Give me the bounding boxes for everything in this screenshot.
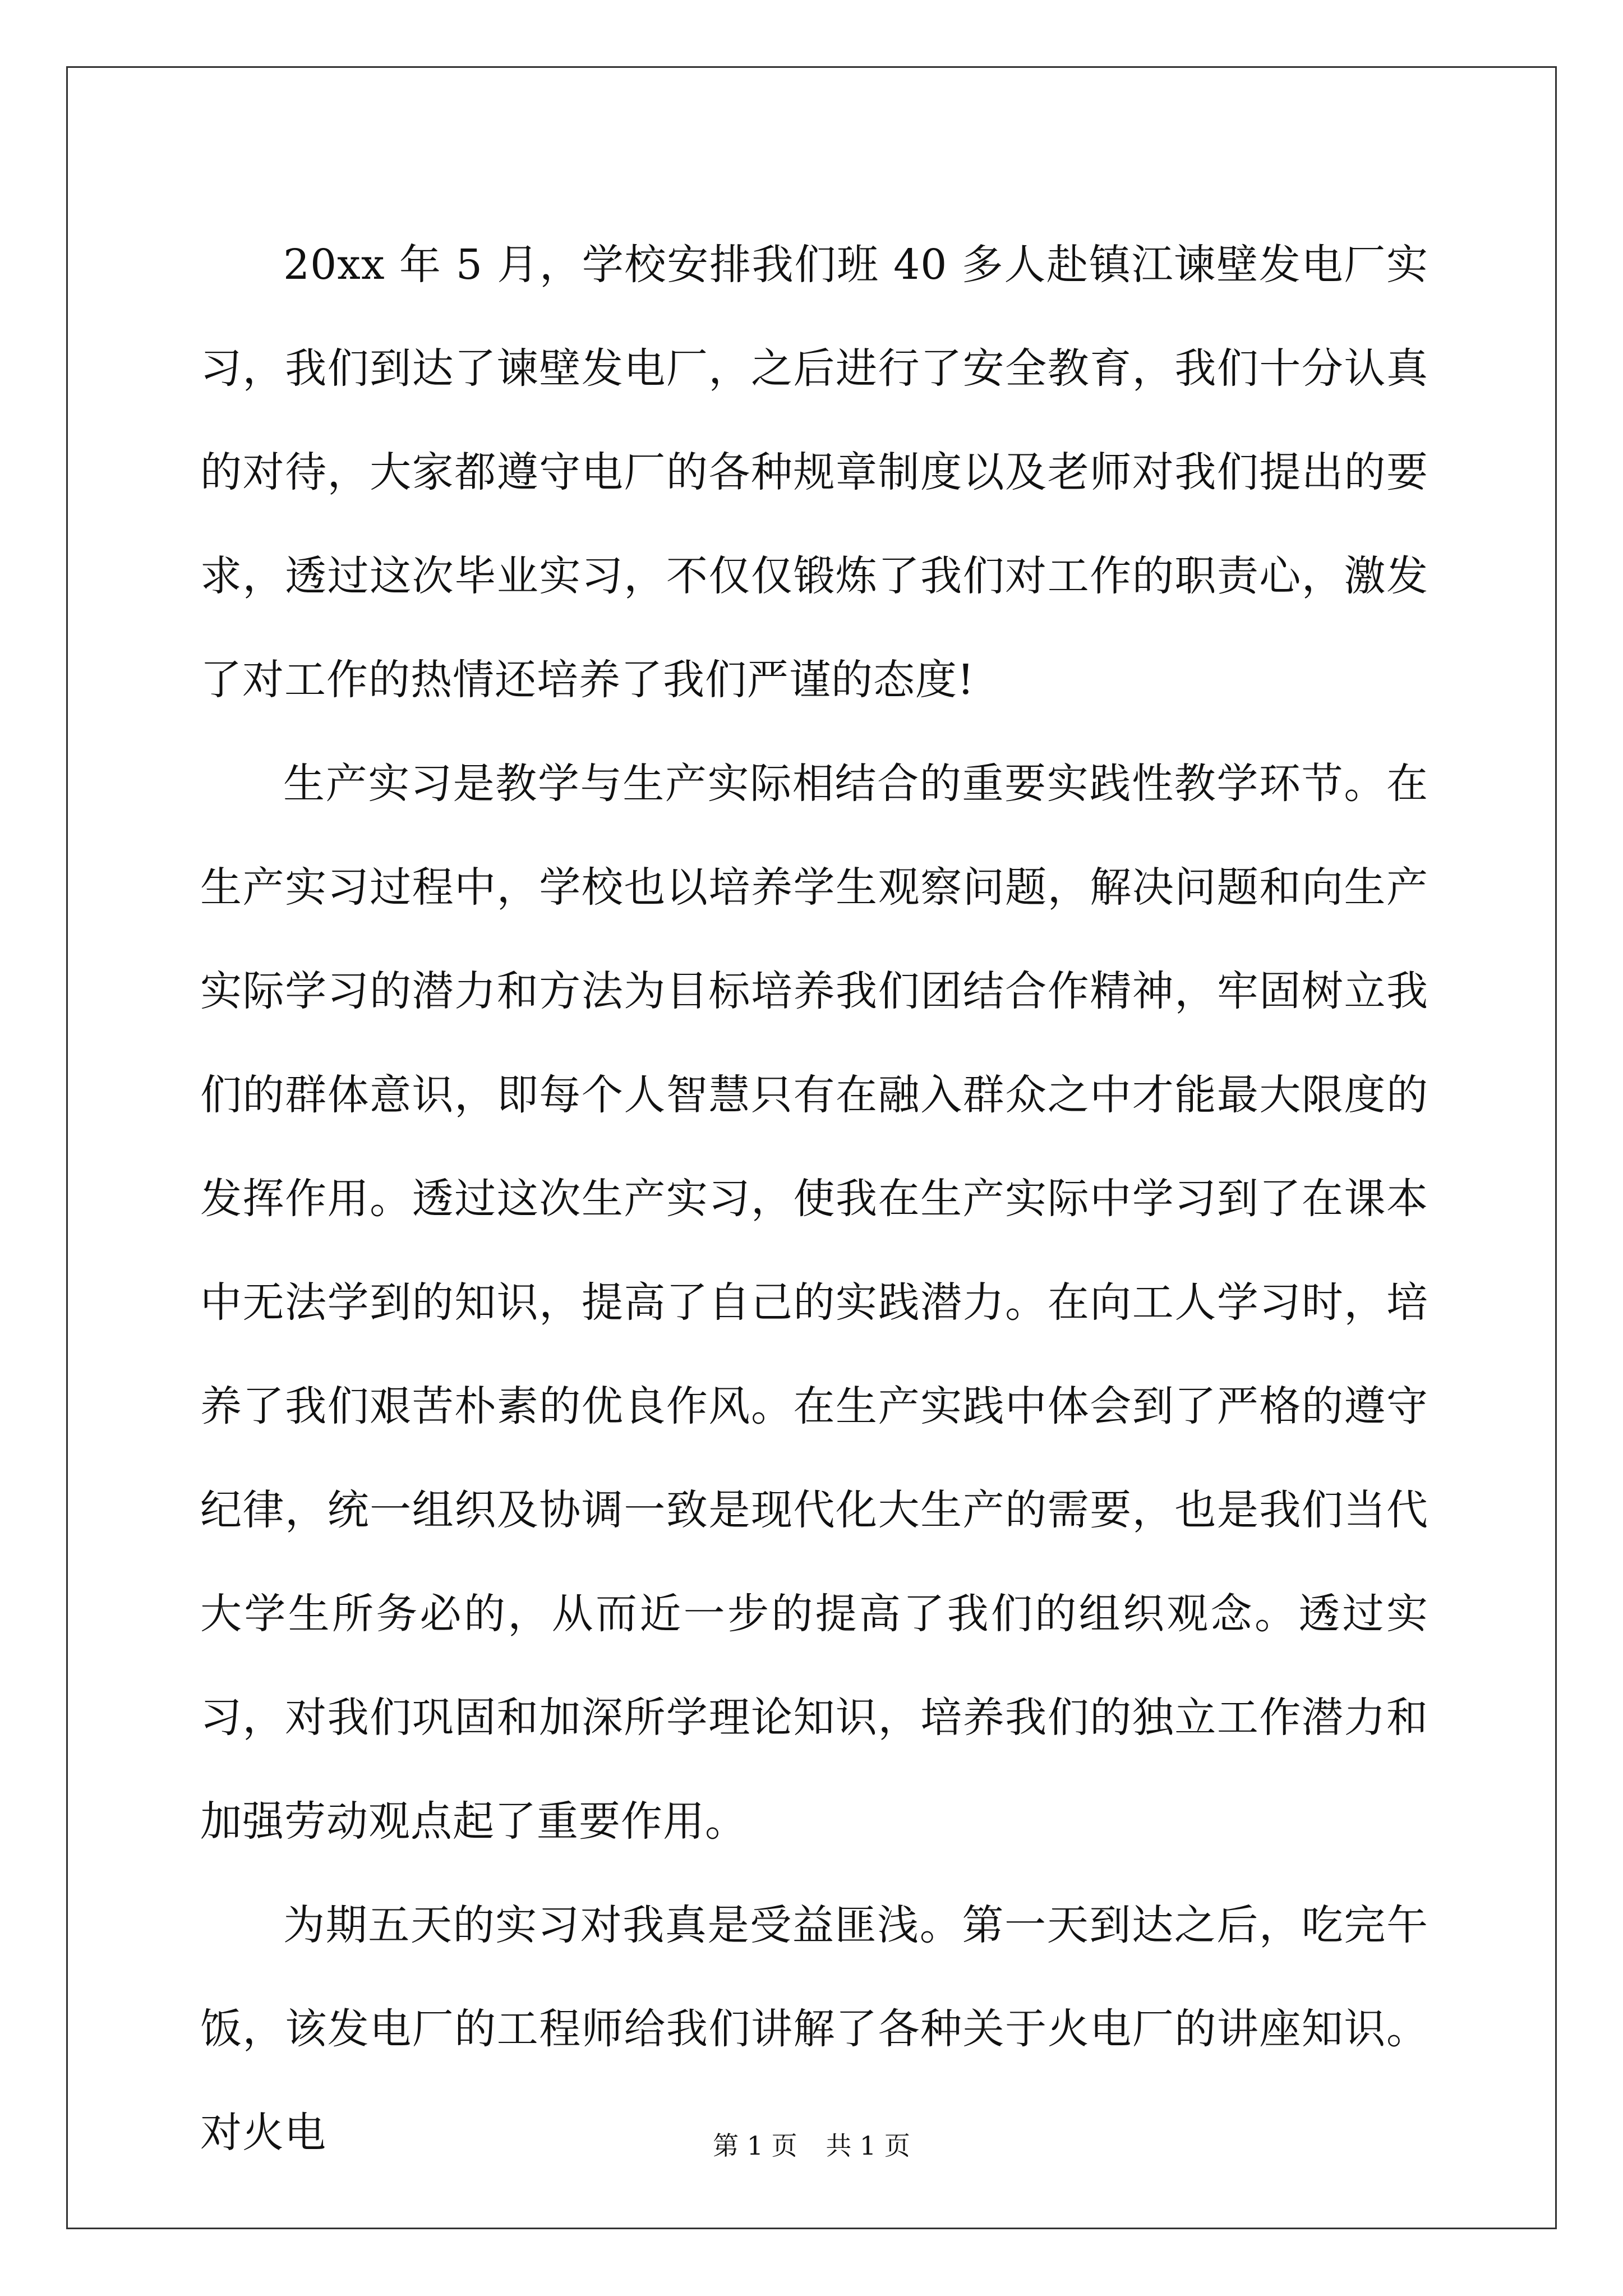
paragraph-2: 生产实习是教学与生产实际相结合的重要实践性教学环节。在生产实习过程中，学校也以培养学生观察问题，解决问题和向生产实际学习的潜力和方法为目标培养我们团结合作精神，牢固树立我们的群体意识，即每个人智慧只有在融入群众之中才能最大限度的发挥作用。透过这次生产实习，使我在生产实际中学习到了在课本中无法学到的知识，提高了自己的实践潜力。在向工人学习时，培养了我们艰苦朴素的优良作风。在生产实践中体会到了严格的遵守纪律，统一组织及协调一致是现代化大生产的需要，也是我们当代大学生所务必的，从而近一步的提高了我们的组织观念。透过实习，对我们巩固和加深所学理论知识，培养我们的独立工作潜力和加强劳动观点起了重要作用。 — [200, 760, 1428, 1846]
paragraph-3: 为期五天的实习对我真是受益匪浅。第一天到达之后，吃完午饭，该发电厂的工程师给我们讲解了各种关于火电厂的讲座知识。对火电 — [200, 1901, 1428, 2157]
page-footer — [0, 2129, 1623, 2162]
page-number: 第 1 页 — [713, 2131, 797, 2161]
paragraph-1: 20xx 年 5 月，学校安排我们班 40 多人赴镇江谏壁发电厂实习，我们到达了谏壁发电厂，之后进行了安全教育，我们十分认真的对待，大家都遵守电厂的各种规章制度以及老师对我们提出的要求，透过这次毕业实习，不仅仅锻炼了我们对工作的职责心，激发了对工作的热情还培养了我们严谨的态度! — [200, 241, 1428, 704]
document-body — [200, 213, 1428, 2185]
page-total: 共 1 页 — [826, 2131, 910, 2161]
